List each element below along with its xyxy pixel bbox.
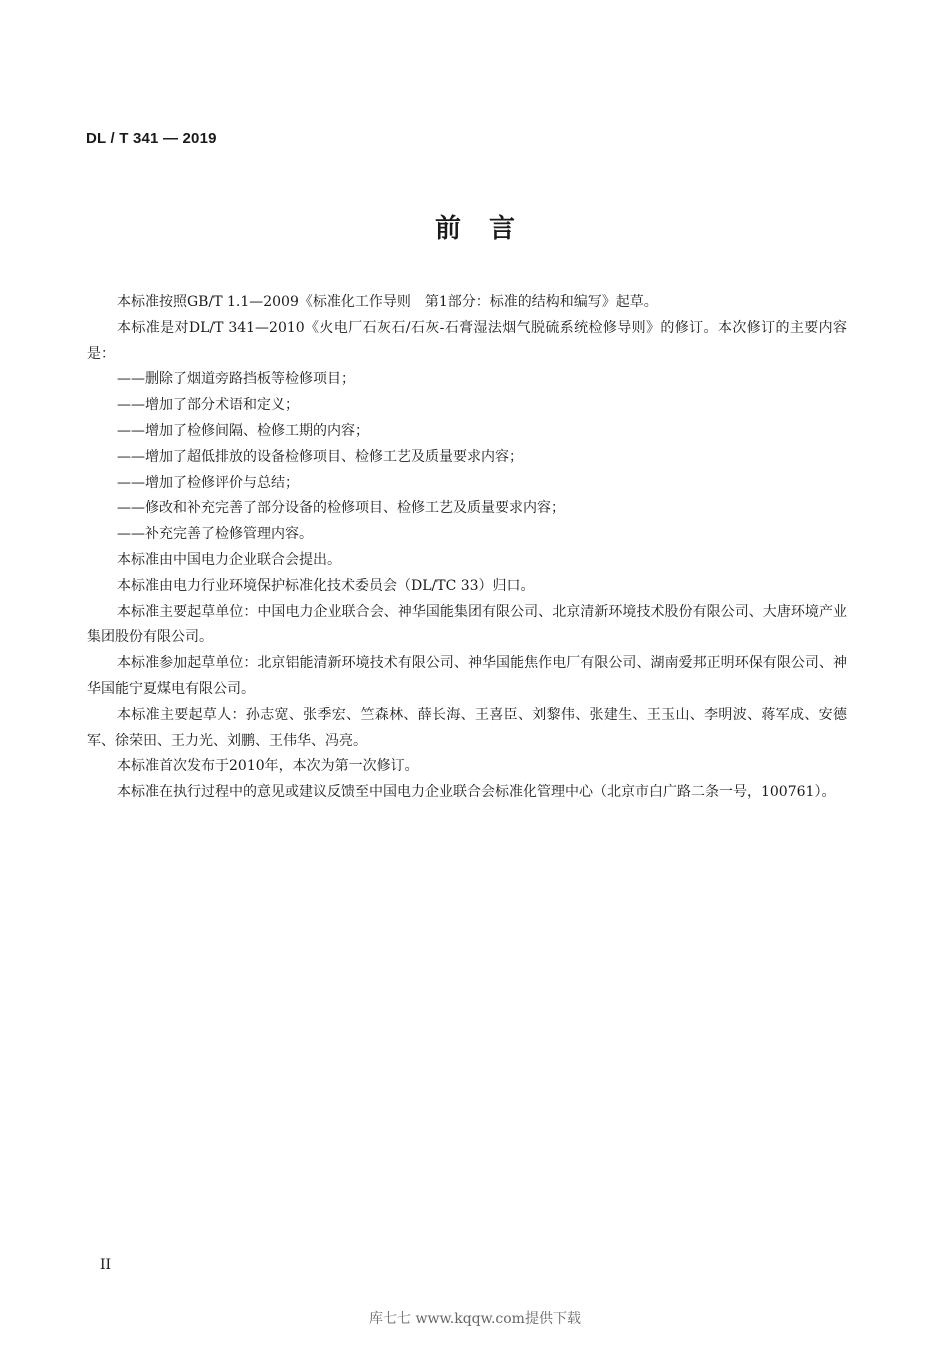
paragraph-main-drafters-units: 本标准主要起草单位：中国电力企业联合会、神华国能集团有限公司、北京清新环境技术股份有限公司、大唐环境产业集团股份有限公司。 — [87, 603, 847, 646]
change-item: ——增加了超低排放的设备检修项目、检修工艺及质量要求内容； — [117, 448, 523, 465]
page-number: II — [100, 1257, 112, 1273]
paragraph-revision-intro: 本标准是对DL/T 341—2010《火电厂石灰石/石灰-石膏湿法烟气脱硫系统检修导则》的修订。本次修订的主要内容是： — [87, 319, 847, 362]
change-item: ——增加了检修间隔、检修工期的内容； — [117, 422, 369, 439]
download-footer: 库七七 www.kqqw.com提供下载 — [369, 1311, 581, 1327]
document-code: DL / T 341 — 2019 — [86, 130, 217, 147]
paragraph-proposer: 本标准由中国电力企业联合会提出。 — [117, 551, 341, 568]
change-item: ——删除了烟道旁路挡板等检修项目； — [117, 371, 355, 388]
change-item: ——增加了检修评价与总结； — [117, 474, 299, 491]
page-title: 前言 — [434, 214, 543, 244]
change-item: ——修改和补充完善了部分设备的检修项目、检修工艺及质量要求内容； — [117, 500, 565, 517]
paragraph-committee: 本标准由电力行业环境保护标准化技术委员会（DL/TC 33）归口。 — [117, 577, 535, 594]
paragraph-main-drafters: 本标准主要起草人：孙志宽、张季宏、竺森林、薛长海、王喜臣、刘黎伟、张建生、王玉山、李明波、蒋军成、安德军、徐荣田、王力光、刘鹏、王伟华、冯亮。 — [87, 706, 847, 749]
paragraph-feedback: 本标准在执行过程中的意见或建议反馈至中国电力企业联合会标准化管理中心（北京市白广路二条一号，100761）。 — [117, 784, 836, 801]
foreword-body — [87, 290, 847, 806]
change-item: ——增加了部分术语和定义； — [117, 397, 299, 414]
paragraph-participating-units: 本标准参加起草单位：北京铝能清新环境技术有限公司、神华国能焦作电厂有限公司、湖南爱邦正明环保有限公司、神华国能宁夏煤电有限公司。 — [87, 655, 847, 697]
paragraph-drafting-basis: 本标准按照GB/T 1.1—2009《标准化工作导则 第1部分：标准的结构和编写》起草。 — [117, 294, 658, 310]
change-item: ——补充完善了检修管理内容。 — [117, 526, 313, 543]
paragraph-release-history: 本标准首次发布于2010年，本次为第一次修订。 — [117, 758, 419, 775]
